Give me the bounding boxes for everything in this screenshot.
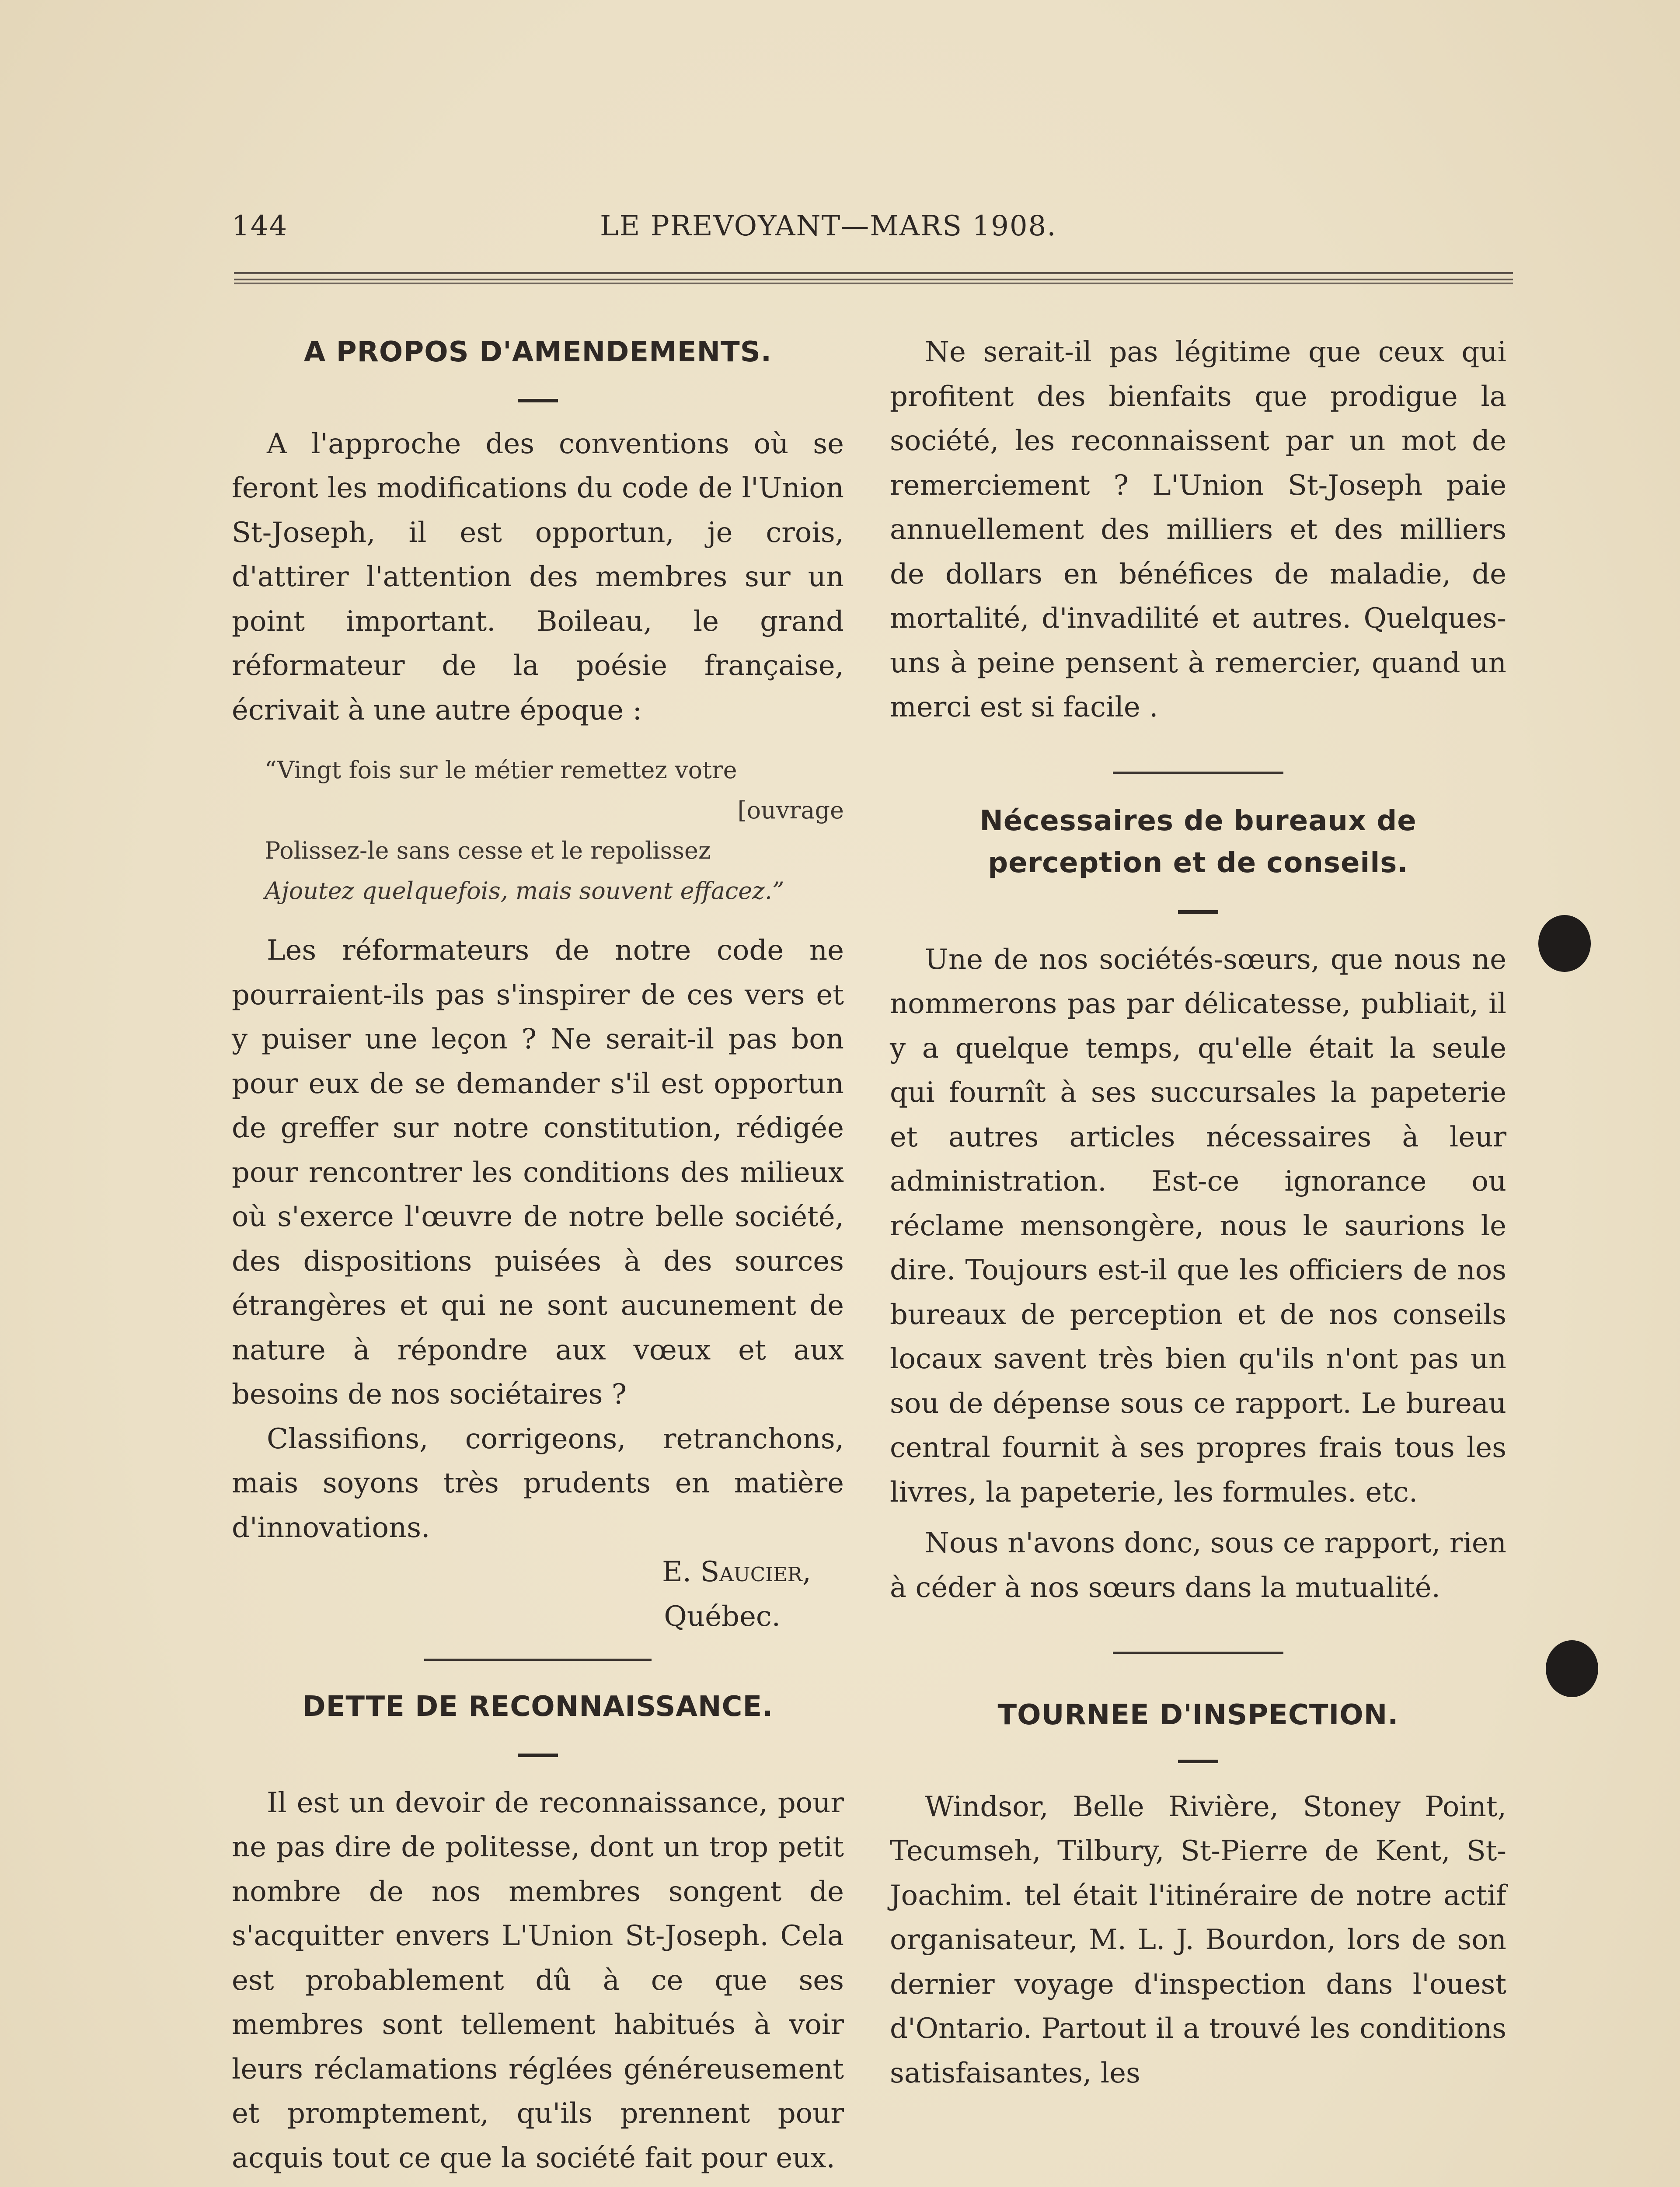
- running-title: LE PREVOYANT—MARS 1908.: [600, 210, 1057, 242]
- article-paragraph: Les réformateurs de notre code ne pourraient-ils pas s'inspirer de ces vers et y puiser une leçon ? Ne serait-il pas bon pour eux de se demander s'il est opportun de greffer sur notre constitution, rédigée pour rencontrer les conditions des milieux où s'exerce l'œuvre de notre belle société, des dispositions puisées à des sources étrangères et qui ne sont aucunement de nature à répondre aux vœux et aux besoins de nos sociétaires ?: [232, 934, 844, 1411]
- article-paragraph: Windsor, Belle Rivière, Stoney Point, Tecumseh, Tilbury, St-Pierre de Kent, St-Joachim. tel était l'itinéraire de notre actif organisateur, M. L. J. Bourdon, lors de son dernier voyage d'inspection dans l'ouest d'Ontario. Partout il a trouvé les conditions satisfaisantes, les: [890, 1790, 1506, 2089]
- article-paragraph: Une de nos sociétés-sœurs, que nous ne nommerons pas par délicatesse, publiait, il y a quelque temps, qu'elle était la seule qui fournît à ses succursales la papeterie et autres articles nécessaires à leur administration. Est-ce ignorance ou réclame mensongère, nous le saurions le dire. Toujours est-il que les officiers de nos bureaux de perception et de nos conseils locaux savent très bien qu'ils n'ont pas un sou de dépense sous ce rapport. Le bureau central fournit à ses propres frais tous les livres, la papeterie, les formules. etc.: [890, 943, 1506, 1509]
- quote-line: Ajoutez quelquefois, mais souvent effacez.”: [265, 877, 784, 905]
- punch-hole: [1546, 1640, 1598, 1697]
- quote-line: Polissez-le sans cesse et le repolissez: [265, 837, 711, 864]
- signature: [232, 1550, 844, 1639]
- title-dash: [1178, 1760, 1218, 1763]
- article-paragraph: Classifions, corrigeons, retranchons, mais soyons très prudents en matière d'innovations.: [232, 1422, 844, 1544]
- signature-city: Québec.: [664, 1600, 781, 1633]
- signature-name: E. Saucier,: [662, 1556, 811, 1588]
- page-header: [232, 206, 1513, 249]
- article-title-amendements: A PROPOS D'AMENDEMENTS.: [303, 336, 772, 368]
- quote-line: [ouvrage: [737, 797, 844, 824]
- article-title-tournee: TOURNEE D'INSPECTION.: [997, 1699, 1399, 1731]
- title-dash: [518, 399, 558, 402]
- article-title-dette: DETTE DE RECONNAISSANCE.: [302, 1691, 774, 1723]
- article-paragraph: Ne serait-il pas légitime que ceux qui profitent des bienfaits que prodigue la société, les reconnaissent par un mot de remerciement ? L'Union St-Joseph paie annuellement des milliers et des milliers de dollars en bénéfices de maladie, de mortalité, d'invadilité et autres. Quelques-uns à peine pensent à remercier, quand un merci est si facile .: [890, 336, 1506, 723]
- boileau-quote: [232, 750, 844, 911]
- article-paragraph: A l'approche des conventions où se feront les modifications du code de l'Union St-Joseph, il est opportun, je crois, d'attirer l'attention des membres sur un point important. Boileau, le grand réformateur de la poésie française, écrivait à une autre époque :: [232, 427, 844, 727]
- page-number: 144: [232, 210, 288, 242]
- article-paragraph: Il est un devoir de reconnaissance, pour ne pas dire de politesse, dont un trop petit nombre de nos membres songent de s'acquitter envers L'Union St-Joseph. Cela est probablement dû à ce que ses membres sont tellement habitués à voir leurs réclamations réglées généreusement et promptement, qu'ils prennent pour acquis tout ce que la société fait pour eux.: [232, 1786, 844, 2174]
- title-dash: [1178, 910, 1218, 914]
- article-paragraph: Nous n'avons donc, sous ce rapport, rien à céder à nos sœurs dans la mutualité.: [890, 1527, 1506, 1604]
- punch-hole: [1538, 915, 1591, 972]
- article-title-necessaires: Nécessaires de bureaux de perception et de conseils.: [979, 804, 1417, 879]
- title-dash: [518, 1754, 558, 1757]
- quote-line: “Vingt fois sur le métier remettez votre: [265, 756, 737, 784]
- header-rule: [234, 283, 1513, 284]
- left-column: [232, 330, 844, 2180]
- header-double-rule: [234, 272, 1513, 280]
- right-column: [890, 330, 1506, 2096]
